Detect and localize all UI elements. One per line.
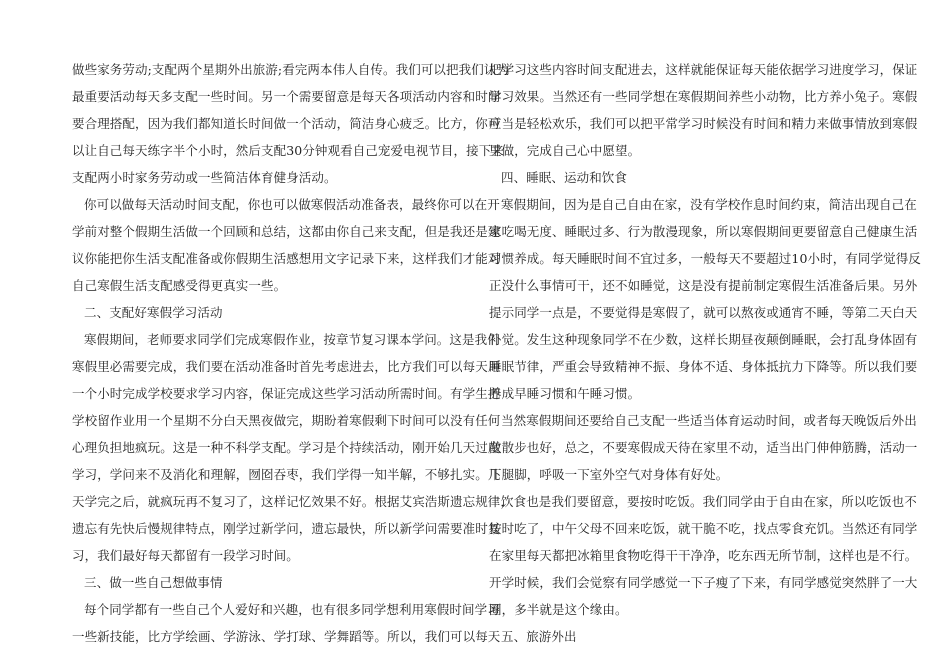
- text-line: 做些家务劳动;支配两个星期外出旅游;看完两本伟人自传。我们可以把我们认为: [72, 62, 510, 77]
- text-line: 学习效果。当然还有一些同学想在寒假期间养些小动物，比方养小兔子。寒假: [489, 89, 918, 104]
- text-line: 学校留作业用一个星期不分白天黑夜做完，期盼着寒假剩下时间可以没有任何: [72, 413, 501, 428]
- text-line: 自己寒假生活支配感受得更真实一些。: [72, 278, 287, 293]
- text-line: 正没什么事情可干，还不如睡觉，这是没有提前制定寒假生活准备后果。另外: [489, 278, 918, 293]
- text-line: 一个小时完成学校要求学习内容，保证完成这些学习活动所需时间。有学生把: [72, 386, 501, 401]
- left-text-column: [72, 56, 514, 650]
- text-line: 要合理搭配，因为我们都知道长时间做一个活动，简洁身心疲乏。比方，你可: [72, 116, 501, 131]
- text-line: 圈，多半就是这个缘由。: [489, 602, 628, 617]
- text-line: 把学习这些内容时间支配进去，这样就能保证每天能依据学习进度学习，保证: [489, 62, 918, 77]
- text-line: 以让自己每天练字半个小时，然后支配30分钟观看自己宠爱电视节目，接下来: [72, 143, 504, 158]
- section-heading: 四、睡眠、运动和饮食: [501, 170, 628, 185]
- paragraph-first-line: 你可以做每天活动时间支配，你也可以做寒假活动准备表，最终你可以在开: [84, 197, 500, 212]
- text-line: 遗忘有先快后慢规律特点，刚学过新学问，遗忘最快，所以新学问需要准时复: [72, 521, 501, 536]
- section-heading: 五、旅游外出: [501, 629, 577, 644]
- text-line: 最重要活动每天多支配一些时间。另一个需要留意是每天各项活动内容和时间: [72, 89, 501, 104]
- paragraph-first-line: 当然寒假期间还要给自己支配一些适当体育运动时间，或者每天晚饭后外出: [501, 413, 917, 428]
- paragraph-first-line: 寒假期间，因为是自己自由在家，没有学校作息时间约束，简洁出现自己在: [501, 197, 917, 212]
- text-line: 习，我们最好每天都留有一段学习时间。: [72, 548, 299, 563]
- section-heading: 三、做一些自己想做事情: [84, 575, 223, 590]
- text-line: 散散步也好，总之，不要寒假成天待在家里不动，适当出门伸伸筋腾，活动一: [489, 440, 918, 455]
- text-line: 天学完之后，就疯玩再不复习了，这样记忆效果不好。根据艾宾浩斯遗忘规律，: [72, 494, 514, 509]
- right-text-column: [489, 56, 921, 650]
- text-line: 按时吃了，中午父母不回来吃饭，就干脆不吃，找点零食充饥。当然还有同学: [489, 521, 918, 536]
- text-line: 一些新技能，比方学绘画、学游泳、学打球、学舞蹈等。所以，我们可以每天: [72, 629, 501, 644]
- text-line: 家吃喝无度、睡眠过多、行为散漫现象，所以寒假期间更要留意自己健康生活: [489, 224, 918, 239]
- text-line: 应当是轻松欢乐，我们可以把平常学习时候没有时间和精力来做事情放到寒假: [489, 116, 918, 131]
- section-heading: 二、支配好寒假学习活动: [84, 305, 223, 320]
- text-line: 养成早睡习惯和午睡习惯。: [489, 386, 641, 401]
- text-line: 下腿脚，呼吸一下室外空气对身体有好处。: [489, 467, 729, 482]
- text-line: 学习，学问来不及消化和理解，囫囵吞枣，我们学得一知半解，不够扎实。几: [72, 467, 501, 482]
- text-line: 学前对整个假期生活做一个回顾和总结，这都由你自己来支配，但是我还是建: [72, 224, 501, 239]
- text-line: 支配两小时家务劳动或一些简洁体育健身活动。: [72, 170, 337, 185]
- text-line: 习惯养成。每天睡眠时间不宜过多，一般每天不要超过10小时，有同学觉得反: [489, 251, 921, 266]
- paragraph-first-line: 寒假期间，老师要求同学们完成寒假作业，按章节复习课本学问。这是我们: [84, 332, 500, 347]
- paragraph-first-line: 饮食也是我们要留意，要按时吃饭。我们同学由于自由在家，所以吃饭也不: [501, 494, 917, 509]
- text-line: 在家里每天都把冰箱里食物吃得干干净净，吃东西无所节制，这样也是不行。: [489, 548, 918, 563]
- text-line: 睡眠节律，严重会导致精神不振、身体不适、身体抵抗力下降等。所以我们要: [489, 359, 918, 374]
- text-line: 开学时候，我们会觉察有同学感觉一下子瘦了下来，有同学感觉突然胖了一大: [489, 575, 918, 590]
- text-line: 补觉。发生这种现象同学不在少数，这样长期昼夜颠倒睡眠，会打乱身体固有: [489, 332, 918, 347]
- text-line: 里做，完成自己心中愿望。: [489, 143, 641, 158]
- text-line: 提示同学一点是，不要觉得是寒假了，就可以熬夜或通宵不睡，等第二天白天: [489, 305, 918, 320]
- paragraph-first-line: 每个同学都有一些自己个人爱好和兴趣，也有很多同学想利用寒假时间学习: [84, 602, 500, 617]
- text-line: 寒假里必需要完成，我们要在活动准备时首先考虑进去，比方我们可以每天用: [72, 359, 501, 374]
- text-line: 议你能把你生活支配准备或你假期生活感想用文字记录下来，这样我们才能对: [72, 251, 501, 266]
- text-line: 心理负担地疯玩。这是一种不科学支配。学习是个持续活动，刚开始几天过度: [72, 440, 501, 455]
